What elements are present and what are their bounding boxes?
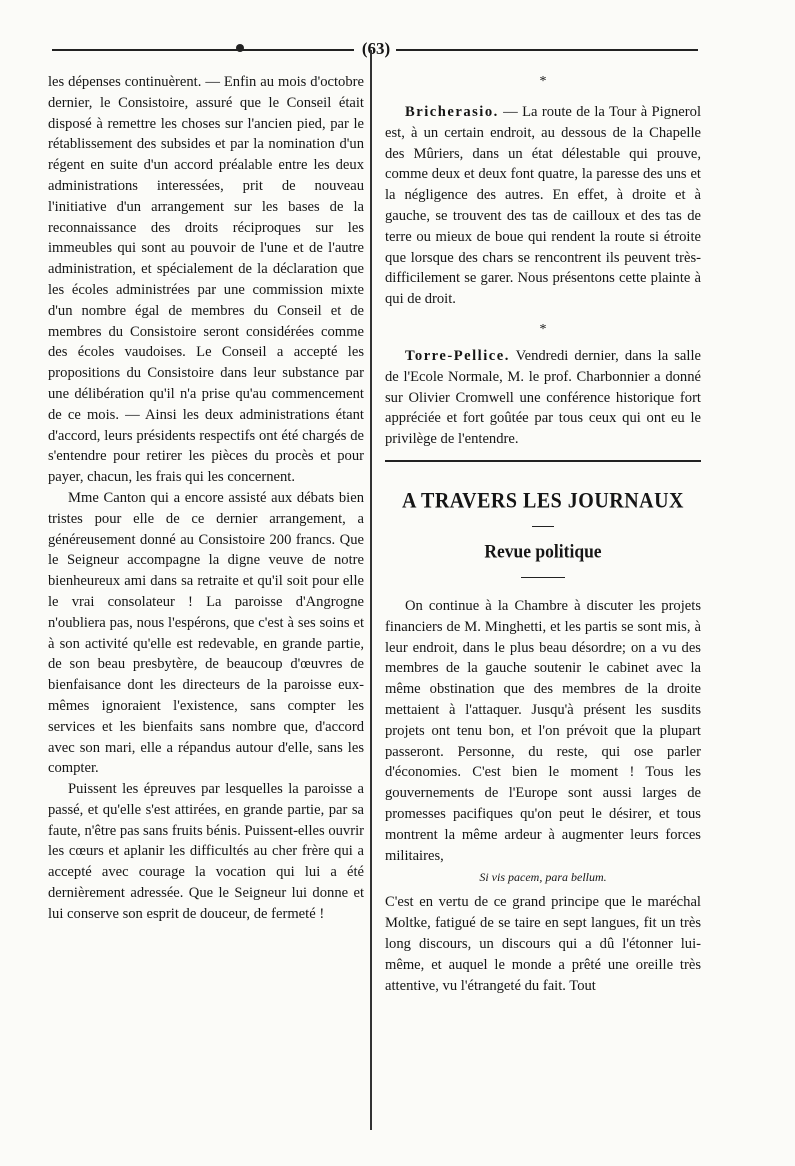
torre-pellice-article (385, 346, 701, 450)
left-paragraph-1: les dépenses continuèrent. — Enfin au mois d'octobre dernier, le Consistoire, assuré que le Conseil était disposé à remettre les choses sur l'ancien pied, par le rétablissement des subsides et par la nomination d'un régent en suite d'un accord préalable entre les deux administrations interessées, prit de nouveau l'initiative d'un arrangement sur les bases de la reconnaissance des droits réciproques sur les immeubles qui sont au pouvoir de l'une et de l'autre administration, et spécialement de la déclaration que les écoles administrées par une commission mixte d'un nombre égal de membres du Conseil et de membres du Consistoire seront considérées comme des écoles vaudoises. Le Conseil a accepté les propositions du Consistoire dans leur substance par une délibération qu'il n'a prise qu'au commencement de ce mois. — Ainsi les deux administrations étant d'accord, leurs présidents respectifs ont été chargés de s'entendre pour retirer les pièces du procès et pour payer, chacun, les frais qui les concernent. (48, 74, 364, 486)
section-dash (532, 526, 554, 527)
column-divider (370, 50, 372, 1130)
bricherasio-heading: Bricherasio. (405, 104, 499, 120)
section-star-1: * (539, 74, 547, 89)
subsection-dash (521, 577, 565, 578)
torre-pellice-heading: Torre-Pellice. (405, 347, 510, 364)
left-column (48, 72, 364, 925)
section-rule (385, 460, 701, 462)
section-star-2: * (539, 321, 547, 337)
revue-paragraph-1: On continue à la Chambre à discuter les projets financiers de M. Minghetti, et les partis se sont mis, à leur endroit, dans le plus beau désordre; on a vu des membres de la gauche soutenir le cabinet avec la même obstination que des membres de la droite mettaient à l'attaquer. Jusqu'à présent les susdits projets ont tenu bon, et l'on prévoit que la plupart passeront. Personne, du reste, qui ose parler d'économies. C'est bien le moment ! Tous les gouvernements de l'Europe sont aussi larges de promesses pacifiques qu'on peut le désirer, et tous montrent la même ardeur à augmenter leurs forces militaires, (385, 597, 701, 864)
right-column (385, 72, 701, 996)
header-dot (236, 44, 244, 52)
page-header (52, 38, 698, 60)
bricherasio-body: — La route de la Tour à Pignerol est, à un certain endroit, au dessous de la Chapelle des Mûriers, dans un état délestable qui prouve, comme deux et deux font quatre, la paresse des uns et la négligence des autres. En effet, à droite et à gauche, se trouvent des tas de cailloux et des tas de terre ou mieux de boue qui rendent la route si étroite que lorsque des chars se rencontrent ils peuvent très-difficilement se garer. Nous présentons cette plainte à qui de droit. (385, 104, 701, 308)
header-rule-left (52, 49, 354, 51)
left-paragraph-3: Puissent les épreuves par lesquelles la paroisse a passé, et qu'elle s'est attirées, en grande partie, par sa faute, n'être pas sans fruits bénis. Puissent-elles ouvrir les cœurs et aplanir les difficultés au cher frère qui a accepté avec courage la vocation qui lui a été dernièrement adressée. Que le Seigneur lui donne et lui conserve son esprit de douceur, de fermeté ! (48, 781, 364, 922)
latin-quote: Si vis pacem, para bellum. (479, 870, 607, 885)
subsection-title: Revue politique (484, 539, 602, 562)
bricherasio-article (385, 102, 701, 310)
header-rule-right (396, 49, 698, 51)
page-number: (63) (361, 39, 391, 58)
left-paragraph-2: Mme Canton qui a encore assisté aux débats bien tristes pour elle de ce dernier arrangement, a généreusement donné au Consistoire 200 francs. Que le Seigneur accompagne la digne veuve de notre bienheureux ami dans sa retraite et qu'il soit pour elle le vrai consolateur ! La paroisse d'Angrogne n'oubliera pas, nous l'espérons, que c'est à ses soins et à son activité qu'elle est redevable, en grande partie, de son beau presbytère, de beaucoup d'œuvres de bienfaisance dont les directeurs de la paroisse eux-mêmes ignoraient l'existence, sans compter les services et les bienfaits sans nombre que, d'accord avec son mari, elle a répandus autour d'elle, sans les compter. (48, 489, 364, 777)
revue-paragraph-2: C'est en vertu de ce grand principe que le maréchal Moltke, fatigué de se taire en sept langues, fit un très long discours, un discours qui a dû l'étonner lui-même, et auquel le monde a prêté une oreille très attentive, vu l'étrangeté du fait. Tout (385, 894, 701, 994)
torre-pellice-body: Vendredi dernier, dans la salle de l'Ecole Normale, M. le prof. Charbonnier a donné sur Olivier Cromwell une conférence historique fort appréciée et fort goûtée par tous ceux qui ont eu le privilège de l'entendre. (385, 347, 701, 448)
section-title: A TRAVERS LES JOURNAUX (402, 488, 684, 514)
